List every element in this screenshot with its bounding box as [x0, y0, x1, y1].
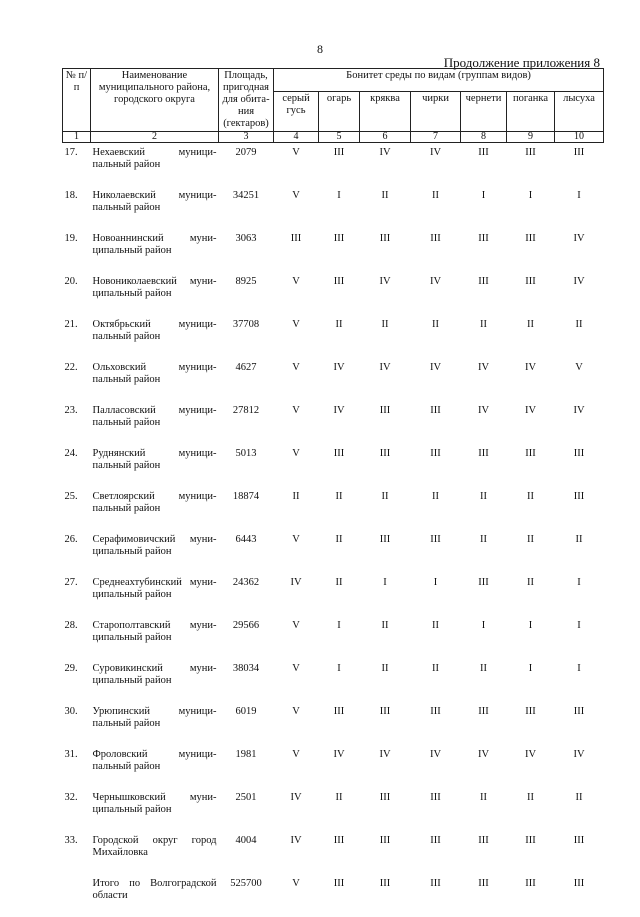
bonitet-value: V — [274, 186, 319, 229]
district-name: Новониколаевский муни-ципальный район — [91, 272, 219, 315]
district-name: Итого по Волгоградской области — [91, 874, 219, 917]
bonitet-value: III — [507, 831, 555, 874]
area-value: 27812 — [219, 401, 274, 444]
bonitet-value: III — [461, 143, 507, 187]
column-number: 10 — [555, 132, 604, 143]
area-value: 6019 — [219, 702, 274, 745]
area-value: 34251 — [219, 186, 274, 229]
bonitet-value: III — [555, 143, 604, 187]
row-number: 18. — [63, 186, 91, 229]
column-number: 5 — [319, 132, 360, 143]
bonitet-value: III — [461, 573, 507, 616]
bonitet-value: IV — [507, 745, 555, 788]
district-name: Новоаннинский муни-ципальный район — [91, 229, 219, 272]
bonitet-value: II — [555, 315, 604, 358]
bonitet-value: IV — [411, 745, 461, 788]
bonitet-value: V — [274, 616, 319, 659]
district-name: Среднеахтубинский муни-ципальный район — [91, 573, 219, 616]
district-name: Городской округ город Михайловка — [91, 831, 219, 874]
area-value: 4627 — [219, 358, 274, 401]
header-bonitet: Бонитет среды по видам (группам видов) — [274, 69, 604, 92]
row-number: 31. — [63, 745, 91, 788]
bonitet-value: IV — [507, 358, 555, 401]
bonitet-value: IV — [461, 358, 507, 401]
district-name: Ольховский муници-пальный район — [91, 358, 219, 401]
bonitet-value: IV — [274, 831, 319, 874]
header-num: № п/п — [63, 69, 91, 132]
row-number: 23. — [63, 401, 91, 444]
table-row — [63, 272, 604, 315]
bonitet-value: V — [274, 659, 319, 702]
bonitet-value: I — [461, 616, 507, 659]
bonitet-value: II — [555, 530, 604, 573]
header-name: Наименование муниципального района, городского округа — [91, 69, 219, 132]
bonitet-value: II — [461, 315, 507, 358]
bonitet-value: IV — [461, 745, 507, 788]
column-number: 4 — [274, 132, 319, 143]
bonitet-value: III — [507, 444, 555, 487]
bonitet-value: V — [274, 745, 319, 788]
bonitet-value: III — [555, 487, 604, 530]
bonitet-value: V — [274, 358, 319, 401]
bonitet-value: V — [274, 143, 319, 187]
bonitet-value: III — [411, 788, 461, 831]
bonitet-value: III — [319, 444, 360, 487]
bonitet-value: V — [274, 315, 319, 358]
row-number: 29. — [63, 659, 91, 702]
area-value: 37708 — [219, 315, 274, 358]
bonitet-value: III — [461, 831, 507, 874]
bonitet-value: IV — [461, 401, 507, 444]
bonitet-value: II — [411, 659, 461, 702]
bonitet-value: V — [274, 401, 319, 444]
bonitet-value: III — [461, 229, 507, 272]
bonitet-value: I — [507, 186, 555, 229]
column-number: 7 — [411, 132, 461, 143]
table-row — [63, 616, 604, 659]
district-name: Светлоярский муници-пальный район — [91, 487, 219, 530]
bonitet-value: II — [319, 487, 360, 530]
header-area: Площадь, пригодная для обита-ния (гектаров) — [219, 69, 274, 132]
header-species: чирки — [411, 91, 461, 132]
table-row — [63, 401, 604, 444]
bonitet-value: III — [411, 874, 461, 917]
area-value: 8925 — [219, 272, 274, 315]
bonitet-value: III — [461, 444, 507, 487]
area-value: 4004 — [219, 831, 274, 874]
row-number: 32. — [63, 788, 91, 831]
header-species: огарь — [319, 91, 360, 132]
column-number: 2 — [91, 132, 219, 143]
column-number: 8 — [461, 132, 507, 143]
bonitet-value: III — [274, 229, 319, 272]
bonitet-value: II — [360, 315, 411, 358]
bonitet-value: II — [411, 616, 461, 659]
table-row — [63, 315, 604, 358]
district-name: Старополтавский муни-ципальный район — [91, 616, 219, 659]
bonitet-value: II — [507, 573, 555, 616]
bonitet-value: IV — [274, 573, 319, 616]
bonitet-value: IV — [360, 143, 411, 187]
district-name: Руднянский муници-пальный район — [91, 444, 219, 487]
row-number — [63, 874, 91, 917]
bonitet-value: I — [555, 659, 604, 702]
bonitet-value: I — [555, 186, 604, 229]
header-species: поганка — [507, 91, 555, 132]
header-species: лысуха — [555, 91, 604, 132]
bonitet-value: III — [461, 272, 507, 315]
bonitet-value: IV — [507, 401, 555, 444]
header-species: серый гусь — [274, 91, 319, 132]
area-value: 525700 — [219, 874, 274, 917]
bonitet-value: III — [507, 272, 555, 315]
table-row — [63, 143, 604, 187]
bonitet-value: II — [507, 315, 555, 358]
district-name: Палласовский муници-пальный район — [91, 401, 219, 444]
table-row — [63, 702, 604, 745]
bonitet-value: IV — [319, 745, 360, 788]
table-row — [63, 186, 604, 229]
row-number: 25. — [63, 487, 91, 530]
area-value: 2079 — [219, 143, 274, 187]
district-name: Серафимовичский муни-ципальный район — [91, 530, 219, 573]
area-value: 24362 — [219, 573, 274, 616]
area-value: 18874 — [219, 487, 274, 530]
bonitet-value: III — [360, 444, 411, 487]
bonitet-value: II — [507, 487, 555, 530]
bonitet-value: III — [507, 229, 555, 272]
bonitet-value: IV — [411, 143, 461, 187]
district-name: Николаевский муници-пальный район — [91, 186, 219, 229]
bonitet-value: II — [274, 487, 319, 530]
bonitet-value: II — [360, 487, 411, 530]
table-row — [63, 745, 604, 788]
bonitet-value: II — [461, 788, 507, 831]
bonitet-value: III — [411, 831, 461, 874]
table-row — [63, 788, 604, 831]
header-species: кряква — [360, 91, 411, 132]
bonitet-value: III — [319, 702, 360, 745]
bonitet-value: IV — [555, 229, 604, 272]
area-value: 6443 — [219, 530, 274, 573]
bonitet-value: III — [411, 530, 461, 573]
district-name: Нехаевский муници-пальный район — [91, 143, 219, 187]
bonitet-value: III — [411, 444, 461, 487]
bonitet-value: II — [319, 788, 360, 831]
bonitet-value: V — [274, 444, 319, 487]
bonitet-value: I — [507, 659, 555, 702]
row-number: 26. — [63, 530, 91, 573]
area-value: 5013 — [219, 444, 274, 487]
bonitet-value: III — [360, 530, 411, 573]
district-name: Урюпинский муници-пальный район — [91, 702, 219, 745]
bonitet-value: II — [411, 186, 461, 229]
bonitet-value: III — [360, 229, 411, 272]
row-number: 21. — [63, 315, 91, 358]
bonitet-value: III — [411, 702, 461, 745]
table-row — [63, 831, 604, 874]
bonitet-value: II — [507, 530, 555, 573]
bonitet-value: III — [555, 702, 604, 745]
bonitet-value: IV — [411, 272, 461, 315]
table-row — [63, 358, 604, 401]
bonitet-value: II — [319, 315, 360, 358]
bonitet-value: III — [411, 229, 461, 272]
row-number: 28. — [63, 616, 91, 659]
bonitet-value: II — [360, 659, 411, 702]
area-value: 38034 — [219, 659, 274, 702]
column-number: 3 — [219, 132, 274, 143]
bonitet-value: IV — [360, 272, 411, 315]
bonitet-value: IV — [555, 745, 604, 788]
district-name: Октябрьский муници-пальный район — [91, 315, 219, 358]
column-number-row — [63, 132, 604, 143]
column-number: 1 — [63, 132, 91, 143]
district-name: Чернышковский муни-ципальный район — [91, 788, 219, 831]
bonitet-value: III — [319, 143, 360, 187]
bonitet-value: IV — [319, 401, 360, 444]
bonitet-value: III — [411, 401, 461, 444]
bonitet-value: III — [507, 143, 555, 187]
table-body — [63, 143, 604, 917]
bonitet-value: IV — [555, 272, 604, 315]
header-species: чернети — [461, 91, 507, 132]
appendix-continuation-note: Продолжение приложения 8 — [444, 55, 600, 71]
bonitet-value: II — [411, 487, 461, 530]
bonitet-value: I — [319, 659, 360, 702]
bonitet-value: I — [411, 573, 461, 616]
area-value: 3063 — [219, 229, 274, 272]
bonitet-value: IV — [274, 788, 319, 831]
row-number: 30. — [63, 702, 91, 745]
bonitet-value: IV — [555, 401, 604, 444]
bonitet-value: I — [555, 573, 604, 616]
bonitet-value: II — [411, 315, 461, 358]
table-header — [63, 69, 604, 143]
bonitet-value: IV — [360, 358, 411, 401]
area-value: 1981 — [219, 745, 274, 788]
bonitet-value: I — [319, 616, 360, 659]
table-row — [63, 530, 604, 573]
bonitet-value: III — [507, 874, 555, 917]
bonitet-value: II — [461, 659, 507, 702]
column-number: 6 — [360, 132, 411, 143]
bonitet-value: II — [319, 530, 360, 573]
bonitet-value: V — [274, 874, 319, 917]
bonitet-value: I — [461, 186, 507, 229]
bonitet-value: V — [555, 358, 604, 401]
bonitet-value: III — [555, 874, 604, 917]
bonitet-value: II — [555, 788, 604, 831]
bonitet-value: I — [319, 186, 360, 229]
row-number: 24. — [63, 444, 91, 487]
bonitet-value: V — [274, 272, 319, 315]
table-row — [63, 444, 604, 487]
bonitet-value: II — [360, 186, 411, 229]
row-number: 20. — [63, 272, 91, 315]
bonitet-value: III — [360, 788, 411, 831]
bonitet-value: III — [461, 702, 507, 745]
table-row — [63, 659, 604, 702]
bonitet-value: V — [274, 530, 319, 573]
row-number: 27. — [63, 573, 91, 616]
bonitet-value: I — [507, 616, 555, 659]
table-row — [63, 229, 604, 272]
bonitet-value: II — [319, 573, 360, 616]
row-number: 33. — [63, 831, 91, 874]
row-number: 22. — [63, 358, 91, 401]
bonitet-value: I — [360, 573, 411, 616]
bonitet-value: III — [319, 229, 360, 272]
bonitet-value: III — [319, 874, 360, 917]
bonitet-value: II — [461, 530, 507, 573]
bonitet-value: III — [461, 874, 507, 917]
area-value: 2501 — [219, 788, 274, 831]
bonitet-value: V — [274, 702, 319, 745]
bonitet-value: IV — [360, 745, 411, 788]
bonitet-value: III — [360, 401, 411, 444]
row-number: 19. — [63, 229, 91, 272]
bonitet-value: III — [360, 831, 411, 874]
area-value: 29566 — [219, 616, 274, 659]
table-row — [63, 874, 604, 917]
table-row — [63, 573, 604, 616]
page-number: 8 — [0, 42, 640, 57]
bonitet-value: III — [319, 272, 360, 315]
bonitet-value: I — [555, 616, 604, 659]
bonitet-value: III — [555, 831, 604, 874]
bonitet-value: III — [507, 702, 555, 745]
bonitet-value: III — [360, 874, 411, 917]
district-name: Суровикинский муни-ципальный район — [91, 659, 219, 702]
bonitet-value: III — [360, 702, 411, 745]
district-name: Фроловский муници-пальный район — [91, 745, 219, 788]
bonitet-value: IV — [319, 358, 360, 401]
bonitet-value: III — [319, 831, 360, 874]
row-number: 17. — [63, 143, 91, 187]
bonitet-value: II — [507, 788, 555, 831]
bonitet-value: IV — [411, 358, 461, 401]
bonitet-value: III — [555, 444, 604, 487]
bonitet-value: II — [461, 487, 507, 530]
column-number: 9 — [507, 132, 555, 143]
bonitet-table — [62, 68, 604, 917]
bonitet-value: II — [360, 616, 411, 659]
table-row — [63, 487, 604, 530]
